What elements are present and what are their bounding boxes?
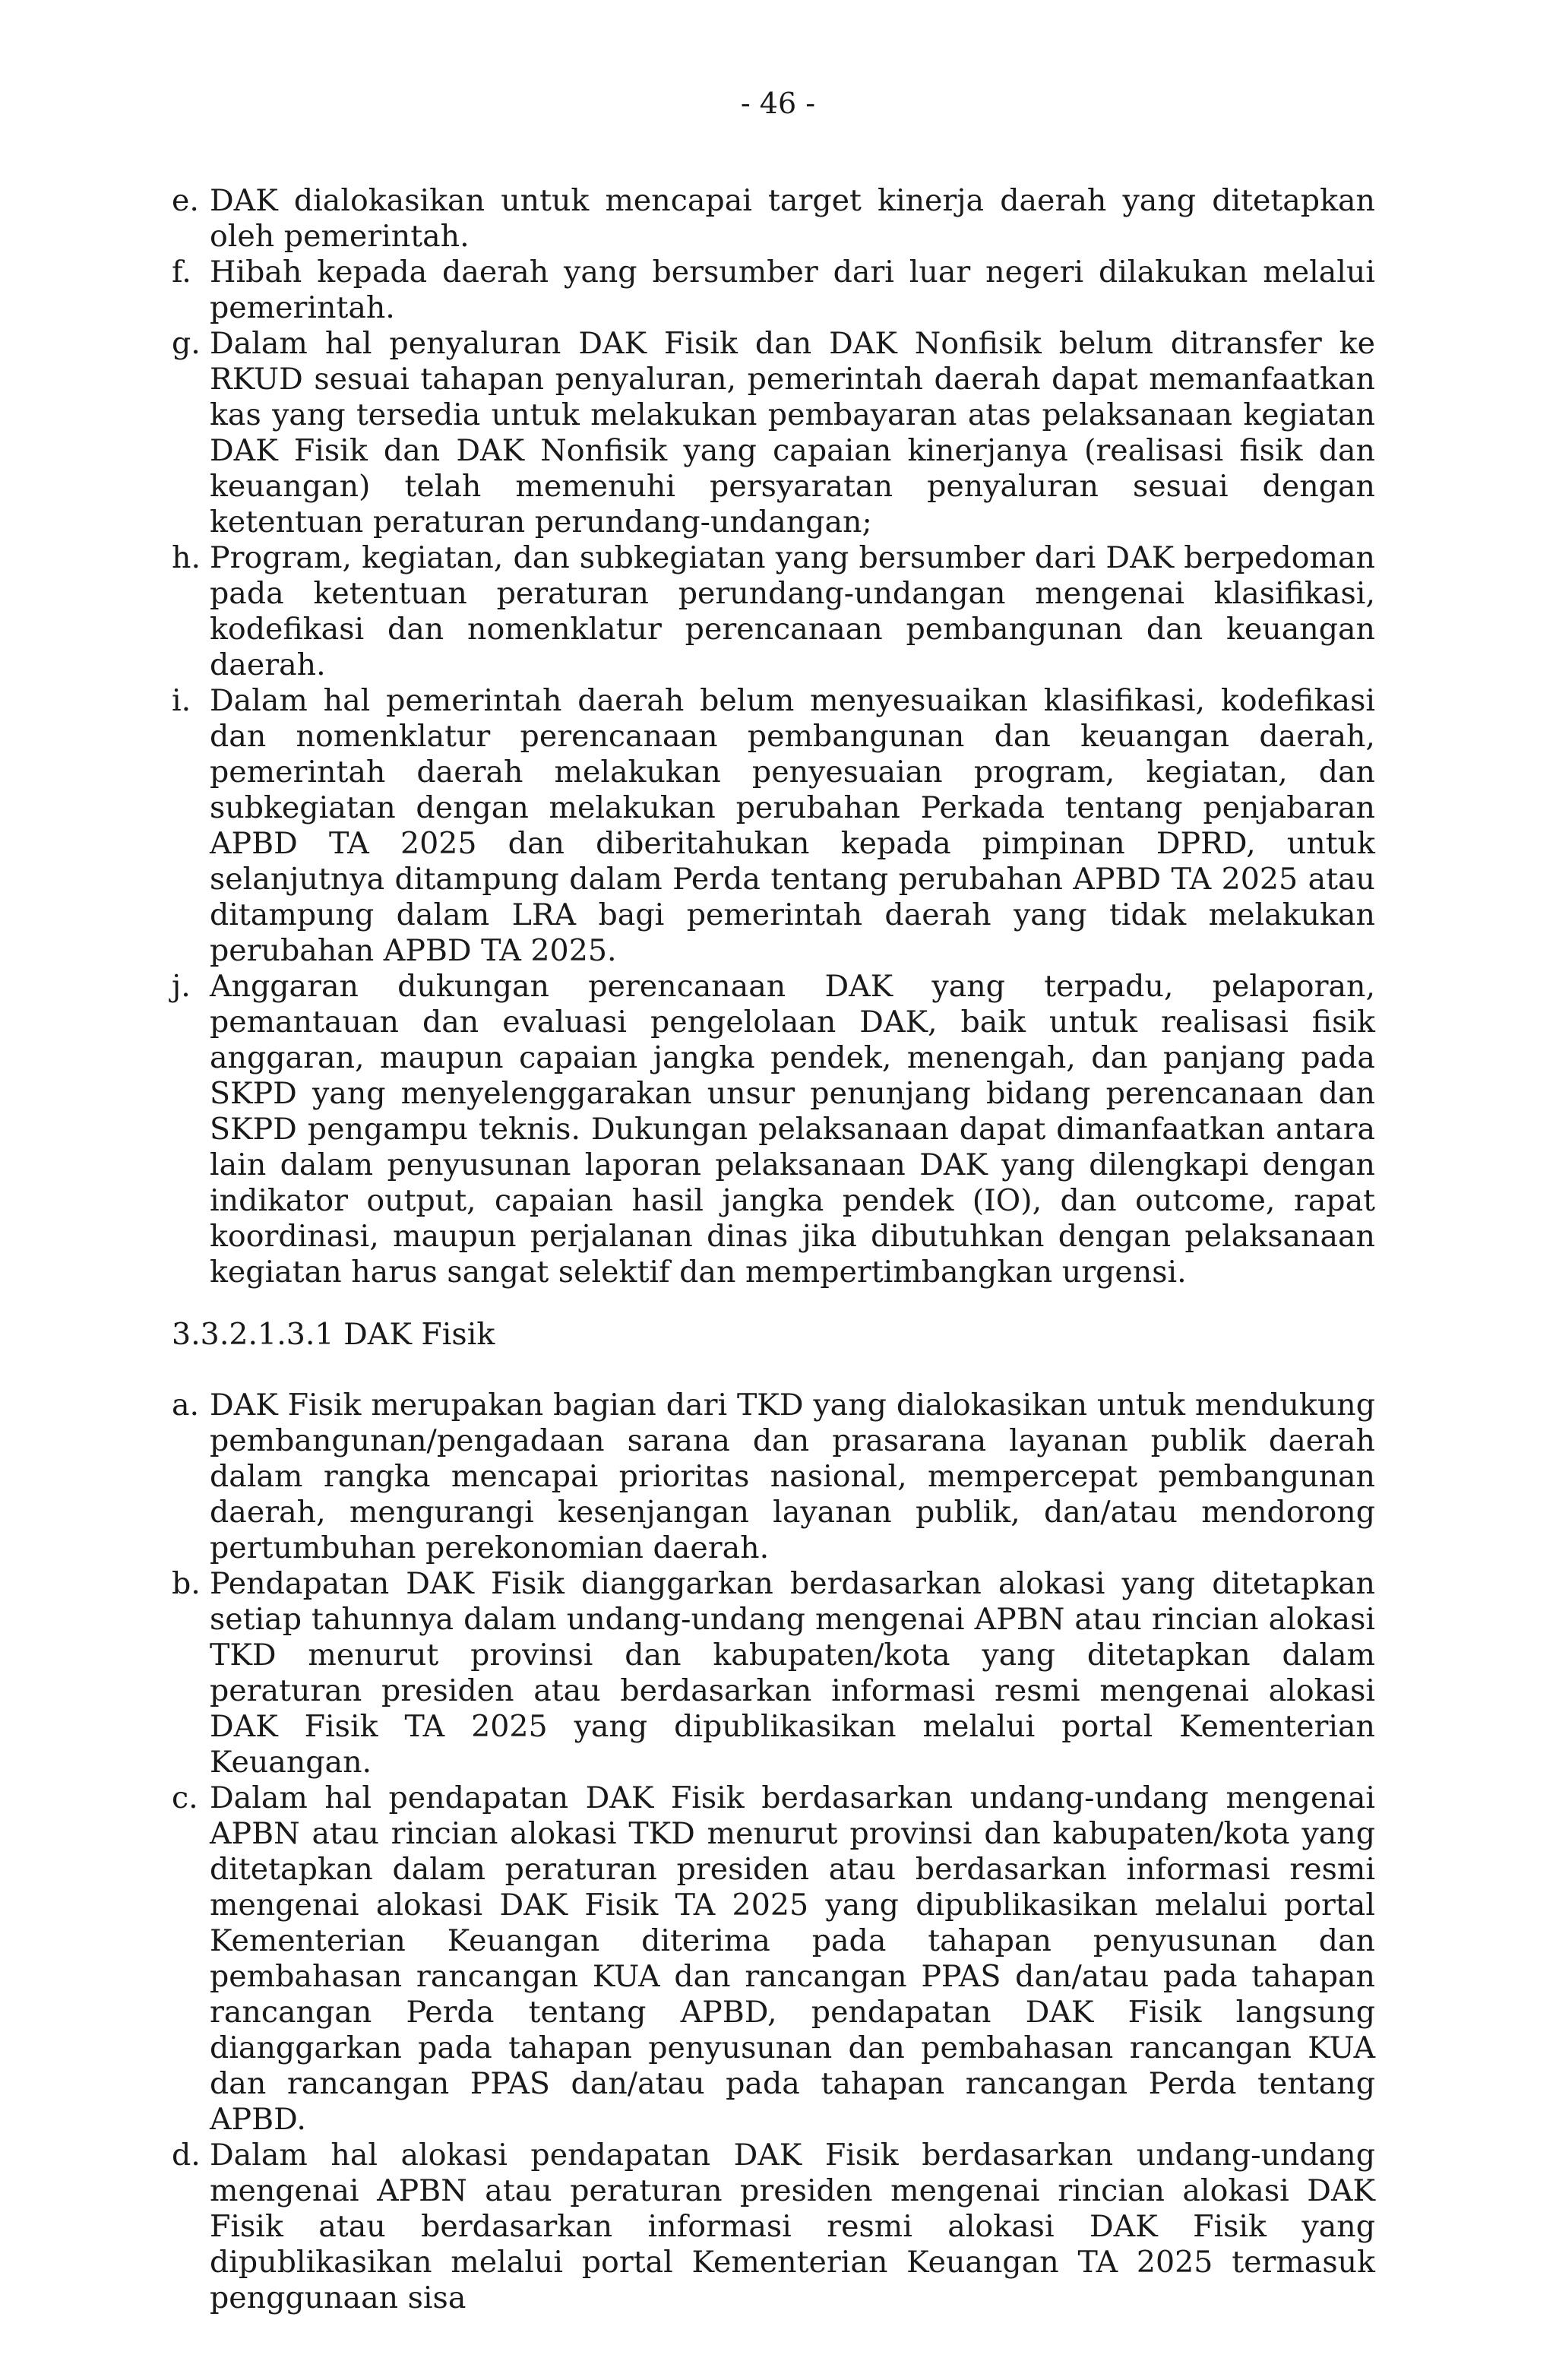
list-item-e xyxy=(172,183,1375,255)
list-marker: e. xyxy=(172,183,199,218)
list-marker: b. xyxy=(172,1566,201,1601)
list-item-text: Program, kegiatan, dan subkegiatan yang bersumber dari DAK berpedoman pada ketentuan peraturan perundang-undangan mengenai klasifikasi, kodefikasi dan nomenklatur perencanaan pembangunan dan keuangan daerah. xyxy=(210,540,1375,682)
list-marker: i. xyxy=(172,683,191,718)
list-item-text: Dalam hal pendapatan DAK Fisik berdasarkan undang-undang mengenai APBN atau rincian alokasi TKD menurut provinsi dan kabupaten/kota yang ditetapkan dalam peraturan presiden atau berdasarkan informasi resmi mengenai alokasi DAK Fisik TA 2025 yang dipublikasikan melalui portal Kementerian Keuangan diterima pada tahapan penyusunan dan pembahasan rancangan KUA dan rancangan PPAS dan/atau pada tahapan rancangan Perda tentang APBD, pendapatan DAK Fisik langsung dianggarkan pada tahapan penyusunan dan pembahasan rancangan KUA dan rancangan PPAS dan/atau pada tahapan rancangan Perda tentang APBD. xyxy=(210,1780,1375,2137)
list-item-i xyxy=(172,683,1375,969)
list-item-c xyxy=(172,1780,1375,2138)
list-marker: d. xyxy=(172,2138,201,2173)
list-item-text: Hibah kepada daerah yang bersumber dari luar negeri dilakukan melalui pemerintah. xyxy=(210,255,1375,325)
list-item-f xyxy=(172,255,1375,326)
list-item-d xyxy=(172,2138,1375,2316)
list-marker: c. xyxy=(172,1780,198,1815)
list-item-h xyxy=(172,540,1375,683)
list-item-g xyxy=(172,326,1375,540)
list-item-text: Pendapatan DAK Fisik dianggarkan berdasarkan alokasi yang ditetapkan setiap tahunnya dalam undang-undang mengenai APBN atau rincian alokasi TKD menurut provinsi dan kabupaten/kota yang ditetapkan dalam peraturan presiden atau berdasarkan informasi resmi mengenai alokasi DAK Fisik TA 2025 yang dipublikasikan melalui portal Kementerian Keuangan. xyxy=(210,1566,1375,1780)
list-item-text: DAK Fisik merupakan bagian dari TKD yang dialokasikan untuk mendukung pembangunan/pengadaan sarana dan prasarana layanan publik daerah dalam rangka mencapai prioritas nasional, mempercepat pembangunan daerah, mengurangi kesenjangan layanan publik, dan/atau mendorong pertumbuhan perekonomian daerah. xyxy=(210,1388,1375,1565)
list-item-text: DAK dialokasikan untuk mencapai target kinerja daerah yang ditetapkan oleh pemerintah. xyxy=(210,183,1375,254)
document-body xyxy=(172,183,1375,2316)
list-marker: f. xyxy=(172,255,191,290)
list-marker: h. xyxy=(172,540,201,575)
list-dak-fisik xyxy=(172,1388,1375,2316)
list-item-text: Dalam hal penyaluran DAK Fisik dan DAK Nonfisik belum ditransfer ke RKUD sesuai tahapan penyaluran, pemerintah daerah dapat memanfaatkan kas yang tersedia untuk melakukan pembayaran atas pelaksanaan kegiatan DAK Fisik dan DAK Nonfisik yang capaian kinerjanya (realisasi fisik dan keuangan) telah memenuhi persyaratan penyaluran sesuai dengan ketentuan peraturan perundang-undangan; xyxy=(210,326,1375,540)
list-marker: j. xyxy=(172,969,191,1004)
list-item-b xyxy=(172,1566,1375,1780)
list-item-j xyxy=(172,969,1375,1290)
list-item-text: Anggaran dukungan perencanaan DAK yang terpadu, pelaporan, pemantauan dan evaluasi pengelolaan DAK, baik untuk realisasi fisik anggaran, maupun capaian jangka pendek, menengah, dan panjang pada SKPD yang menyelenggarakan unsur penunjang bidang perencanaan dan SKPD pengampu teknis. Dukungan pelaksanaan dapat dimanfaatkan antara lain dalam penyusunan laporan pelaksanaan DAK yang dilengkapi dengan indikator output, capaian hasil jangka pendek (IO), dan outcome, rapat koordinasi, maupun perjalanan dinas jika dibutuhkan dengan pelaksanaan kegiatan harus sangat selektif dan mempertimbangkan urgensi. xyxy=(210,969,1375,1290)
list-regulations xyxy=(172,183,1375,1290)
list-marker: g. xyxy=(172,326,201,361)
list-item-text: Dalam hal alokasi pendapatan DAK Fisik berdasarkan undang-undang mengenai APBN atau peraturan presiden mengenai rincian alokasi DAK Fisik atau berdasarkan informasi resmi alokasi DAK Fisik yang dipublikasikan melalui portal Kementerian Keuangan TA 2025 termasuk penggunaan sisa xyxy=(210,2138,1375,2315)
page-number: - 46 - xyxy=(740,87,816,120)
section-heading: 3.3.2.1.3.1 DAK Fisik xyxy=(172,1317,495,1352)
list-item-text: Dalam hal pemerintah daerah belum menyesuaikan klasifikasi, kodefikasi dan nomenklatur perencanaan pembangunan dan keuangan daerah, pemerintah daerah melakukan penyesuaian program, kegiatan, dan subkegiatan dengan melakukan perubahan Perkada tentang penjabaran APBD TA 2025 dan diberitahukan kepada pimpinan DPRD, untuk selanjutnya ditampung dalam Perda tentang perubahan APBD TA 2025 atau ditampung dalam LRA bagi pemerintah daerah yang tidak melakukan perubahan APBD TA 2025. xyxy=(210,683,1375,968)
list-marker: a. xyxy=(172,1388,200,1423)
list-item-a xyxy=(172,1388,1375,1566)
